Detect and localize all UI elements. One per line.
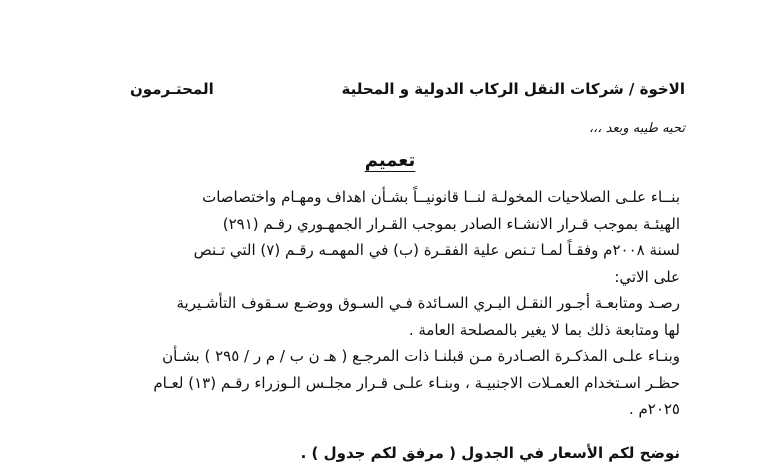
body-line: رصـد ومتابعـة أجـور النقـل البـري السـائدة فـي السـوق ووضـع سـقوف التأشـيرية <box>176 294 680 312</box>
body-line: بنــاء علـى الصلاحيات المخولـة لنــا قانونيــاً بشـأن اهداف ومهـام واختصاصات <box>202 188 680 206</box>
document-heading <box>0 150 780 171</box>
addressee-line: الاخوة / شركات النقل الركاب الدولية و المحلية <box>341 80 685 98</box>
body-paragraph <box>108 184 680 423</box>
greeting-line: تحيه طيبه وبعد ،،، <box>588 121 685 136</box>
body-line: لسنة ٢٠٠٨م وفقـاً لمـا تـنص علية الفقـرة (ب) في المهمـه رقـم (٧) التي تـنص <box>193 241 680 259</box>
body-line: وبنـاء علـى المذكـرة الصـادرة مـن قبلنـا ذات المرجـع ( هـ ن ب / م ر / ٢٩٥ ) بشـأن <box>162 347 680 365</box>
respected-salutation: المحتـرمون <box>130 80 214 98</box>
closing-line: نوضح لكم الأسعار في الجدول ( مرفق لكم جدول ) . <box>300 444 680 462</box>
heading-text: تعميم <box>364 150 416 171</box>
body-line: على الاتي: <box>614 267 680 286</box>
body-line: حظـر اسـتخدام العمـلات الاجنبيـة ، وبنـاء علـى قـرار مجلـس الـوزراء رقـم (١٣) لعـام <box>153 373 680 392</box>
body-line: لها ومتابعة ذلك بما لا يغير بالمصلحة العامة . <box>408 320 680 339</box>
body-line: ٢٠٢٥م . <box>628 400 680 418</box>
body-line: الهيئـة بموجب قـرار الانشـاء الصادر بموجب القـرار الجمهـوري رقـم (٢٩١) <box>222 214 680 233</box>
